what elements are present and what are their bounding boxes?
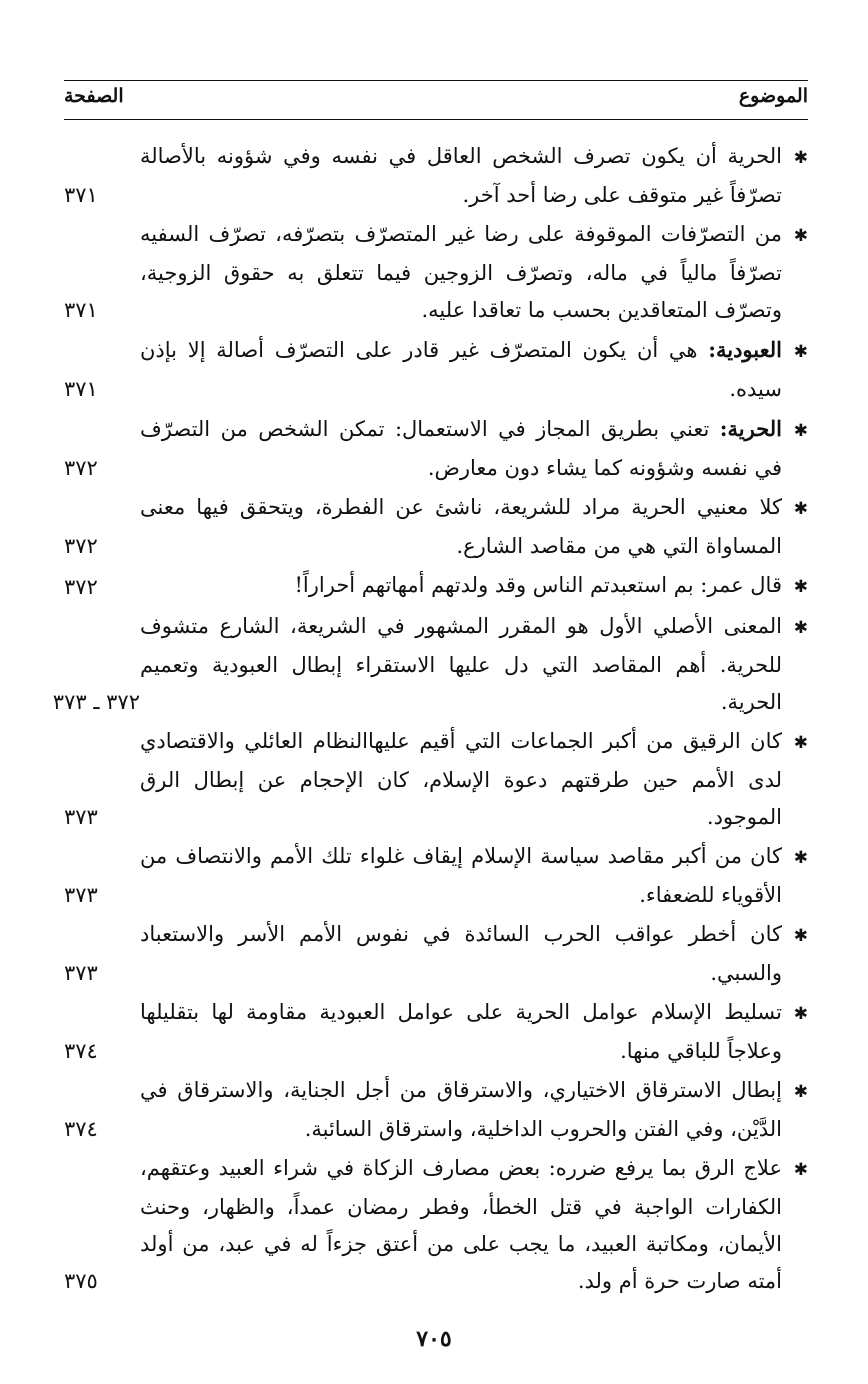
asterisk-icon: ✱ — [793, 421, 808, 441]
index-entry — [64, 916, 808, 992]
entry-text — [140, 567, 808, 606]
entry-page: ٣٧١ — [64, 377, 98, 401]
entry-body: هي أن يكون المتصرّف غير قادر على التصرّف أصالة إلا بإذن سيده. — [140, 338, 782, 401]
entry-page: ٣٧٥ — [64, 1269, 98, 1293]
index-entry — [64, 567, 808, 606]
entry-page: ٣٧٢ — [64, 575, 98, 599]
entry-text — [140, 994, 808, 1070]
entry-text — [140, 916, 808, 992]
index-entry — [64, 723, 808, 836]
asterisk-icon: ✱ — [793, 848, 808, 868]
asterisk-icon: ✱ — [793, 148, 808, 168]
asterisk-icon: ✱ — [793, 926, 808, 946]
asterisk-icon: ✱ — [793, 226, 808, 246]
entry-term: العبودية: — [708, 337, 782, 362]
asterisk-icon: ✱ — [793, 1082, 808, 1102]
index-entry — [64, 838, 808, 914]
index-entry — [64, 216, 808, 329]
asterisk-icon: ✱ — [793, 1004, 808, 1024]
index-entry — [64, 1150, 808, 1300]
asterisk-icon: ✱ — [793, 1160, 808, 1180]
entry-text — [140, 489, 808, 565]
entry-text — [140, 1072, 808, 1148]
entry-term: الحرية: — [719, 416, 782, 441]
entry-text — [140, 216, 808, 329]
entry-page: ٣٧٣ — [64, 961, 98, 985]
entry-body: إبطال الاسترقاق الاختياري، والاسترقاق من أجل الجناية، والاسترقاق في الدَّيْن، وفي الفتن والحروب الداخلية، واسترقاق السائبة. — [140, 1078, 782, 1141]
entry-text — [140, 331, 808, 408]
entry-text — [140, 410, 808, 487]
asterisk-icon: ✱ — [793, 342, 808, 362]
entry-page: ٣٧٤ — [64, 1117, 98, 1141]
asterisk-icon: ✱ — [793, 499, 808, 519]
entry-body: تسليط الإسلام عوامل الحرية على عوامل العبودية مقاومة لها بتقليلها وعلاجاً للباقي منها. — [140, 1000, 782, 1063]
asterisk-icon: ✱ — [793, 733, 808, 753]
entry-body: من التصرّفات الموقوفة على رضا غير المتصرّف بتصرّفه، تصرّف السفيه تصرّفاً مالياً في ماله، وتصرّف الزوجين فيما تتعلق به حقوق الزوجية، وتصرّف المتعاقدين بحسب ما تعاقدا عليه. — [140, 222, 782, 322]
entry-body: كلا معنيي الحرية مراد للشريعة، ناشئ عن الفطرة، ويتحقق فيها معنى المساواة التي هي من مقاصد الشارع. — [140, 495, 782, 558]
entry-body: كان الرقيق من أكبر الجماعات التي أقيم عليهاالنظام العائلي والاقتصادي لدى الأمم حين طرقتهم دعوة الإسلام، كان الإحجام عن إبطال الرق الموجود. — [140, 729, 782, 829]
entry-text — [140, 723, 808, 836]
index-entry — [64, 489, 808, 565]
entry-page: ٣٧٣ — [64, 883, 98, 907]
entry-text — [140, 838, 808, 914]
entry-page: ٣٧١ — [64, 298, 98, 322]
index-entry — [64, 994, 808, 1070]
page-number: ٧٠٥ — [416, 1326, 452, 1352]
topic-column-label: الموضوع — [738, 85, 808, 107]
entry-body: علاج الرق بما يرفع ضرره: بعض مصارف الزكاة في شراء العبيد وعتقهم، الكفارات الواجبة في قتل الخطأ، وفطر رمضان عمداً، والظهار، وحنث الأيمان، ومكاتبة العبيد، ما يجب على من أعتق جزءاً له في عبد، من أولد أمته صارت حرة أم ولد. — [140, 1156, 782, 1293]
asterisk-icon: ✱ — [793, 577, 808, 597]
index-entry — [52, 608, 808, 721]
table-header — [64, 80, 808, 120]
entry-body: الحرية أن يكون تصرف الشخص العاقل في نفسه وفي شؤونه بالأصالة تصرّفاً غير متوقف على رضا أحد آخر. — [140, 144, 782, 207]
entry-body: كان من أكبر مقاصد سياسة الإسلام إيقاف غلواء تلك الأمم والانتصاف من الأقوياء للضعفاء. — [140, 844, 782, 907]
entry-page: ٣٧١ — [64, 183, 98, 207]
entry-page: ٣٧٢ — [64, 456, 98, 480]
entry-page: ٣٧٢ — [64, 534, 98, 558]
entry-text — [140, 1150, 808, 1300]
asterisk-icon: ✱ — [793, 618, 808, 638]
entry-text — [140, 608, 808, 721]
index-entry — [64, 1072, 808, 1148]
entry-page: ٣٧٣ — [64, 805, 98, 829]
index-entry — [64, 410, 808, 487]
entry-page: ٣٧٤ — [64, 1039, 98, 1063]
entry-body: تعني بطريق المجاز في الاستعمال: تمكن الشخص من التصرّف في نفسه وشؤونه كما يشاء دون معارض. — [140, 417, 782, 480]
entry-body: كان أخطر عواقب الحرب السائدة في نفوس الأمم الأسر والاستعباد والسبي. — [140, 922, 782, 985]
entry-text — [140, 138, 808, 214]
page-column-label: الصفحة — [64, 85, 124, 107]
index-entry — [64, 138, 808, 214]
entry-page: ٣٧٢ ـ ٣٧٣ — [52, 690, 140, 714]
entry-body: قال عمر: بم استعبدتم الناس وقد ولدتهم أمهاتهم أحراراً! — [294, 573, 782, 597]
entry-body: المعنى الأصلي الأول هو المقرر المشهور في الشريعة، الشارع متشوف للحرية. أهم المقاصد التي دل عليها الاستقراء إبطال العبودية وتعميم الحرية. — [140, 614, 782, 714]
index-entries — [52, 138, 808, 1302]
index-entry — [64, 331, 808, 408]
